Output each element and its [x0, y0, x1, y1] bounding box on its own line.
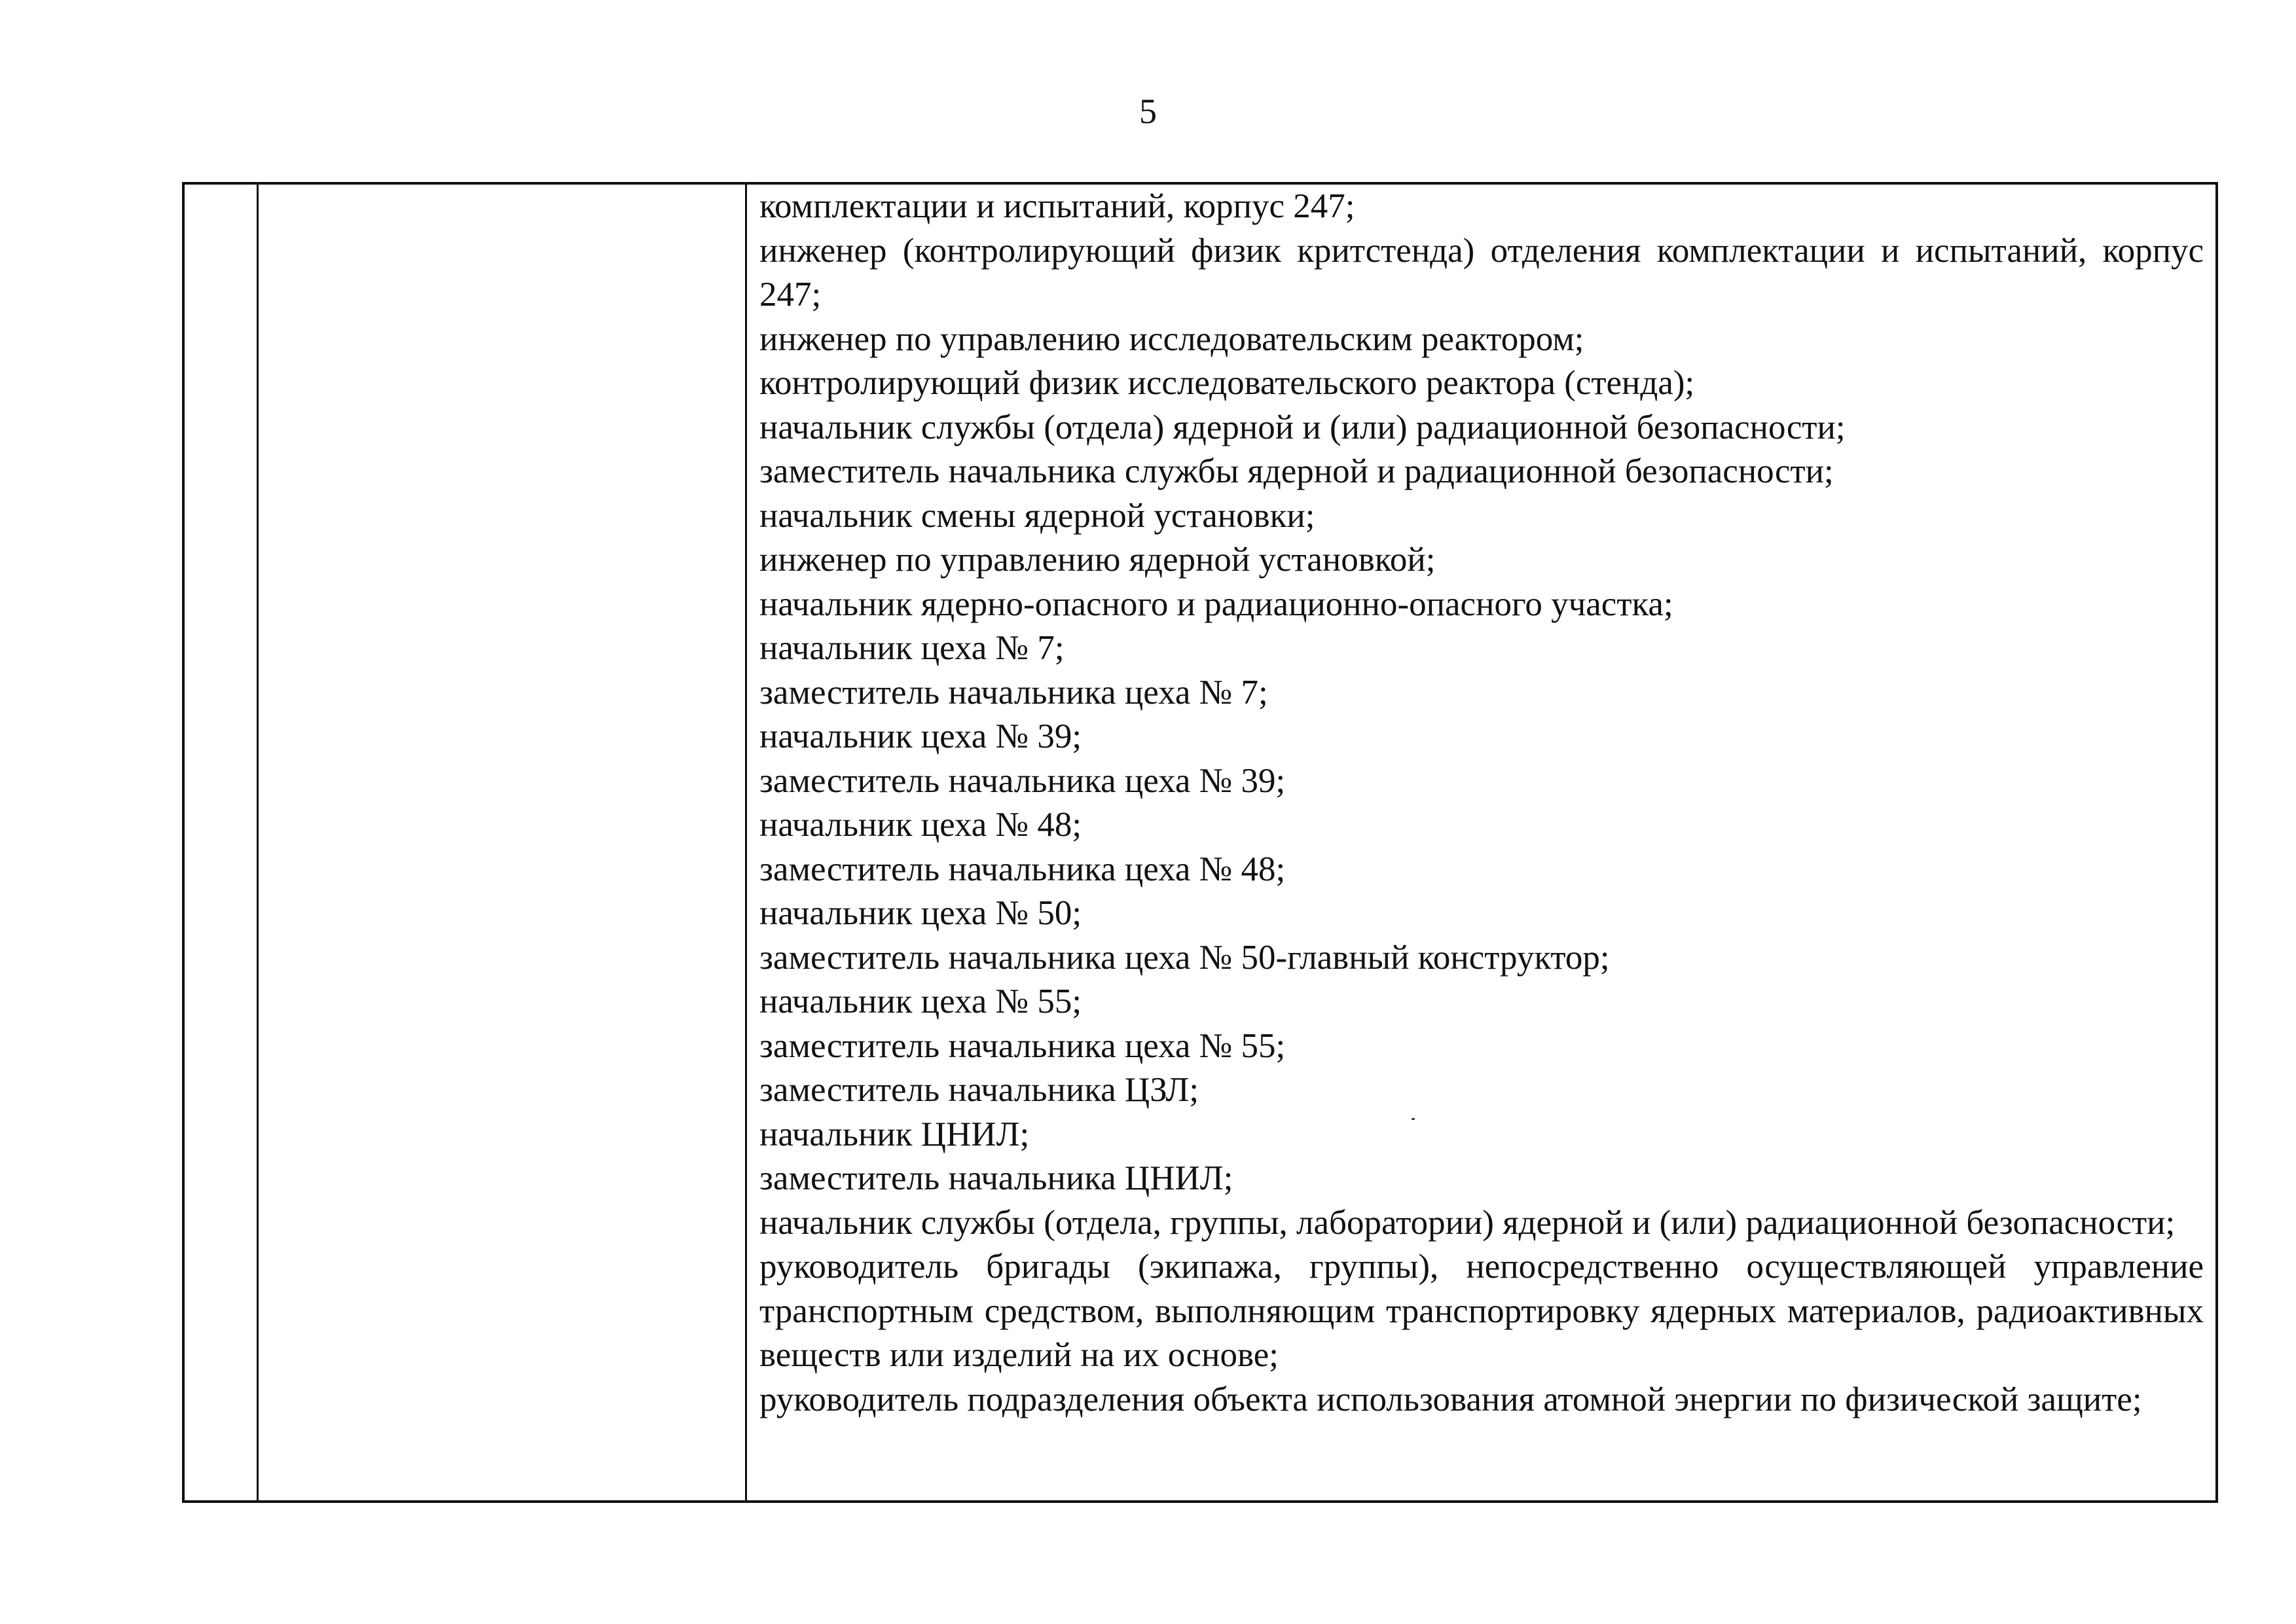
list-item: начальник службы (отдела) ядерной и (или) радиационной безопасности; [759, 408, 1846, 446]
list-item: инженер (контролирующий физик критстенда) отделения комплектации и испытаний, корпус 247; [759, 231, 2204, 314]
positions-cell [759, 185, 2204, 1500]
page-number: 5 [1139, 92, 1157, 131]
list-item: начальник цеха № 7; [759, 629, 1065, 667]
list-item: заместитель начальника цеха № 50-главный конструктор; [759, 938, 1610, 977]
list-item: начальник ядерно-опасного и радиационно-опасного участка; [759, 585, 1673, 623]
list-item: начальник цеха № 39; [759, 717, 1082, 755]
list-item: инженер по управлению ядерной установкой; [759, 541, 1436, 579]
scan-speck [1412, 1118, 1415, 1120]
column-divider-1 [257, 185, 259, 1500]
list-item: комплектации и испытаний, корпус 247; [759, 187, 1355, 225]
positions-table [182, 182, 2218, 1503]
list-item: инженер по управлению исследовательским реактором; [759, 319, 1584, 358]
list-item: заместитель начальника цеха № 48; [759, 850, 1286, 888]
list-item: начальник службы (отдела, группы, лаборатории) ядерной и (или) радиационной безопасности; [759, 1203, 2176, 1242]
list-item: заместитель начальника цеха № 55; [759, 1026, 1286, 1065]
list-item: заместитель начальника ЦЗЛ; [759, 1071, 1199, 1109]
column-divider-2 [745, 185, 747, 1500]
list-item: начальник цеха № 48; [759, 806, 1082, 844]
list-item: контролирующий физик исследовательского реактора (стенда); [759, 364, 1695, 402]
list-item: руководитель подразделения объекта использования атомной энергии по физической защите; [759, 1380, 2142, 1418]
list-item: заместитель начальника цеха № 39; [759, 761, 1286, 800]
list-item: заместитель начальника цеха № 7; [759, 673, 1268, 712]
list-item: начальник ЦНИЛ; [759, 1115, 1030, 1153]
list-item: начальник смены ядерной установки; [759, 496, 1315, 535]
list-item: руководитель бригады (экипажа, группы), непосредственно осуществляющей управление транспортным средством, выполняющим транспортировку ядерных материалов, радиоактивных веществ или изделий на их основе; [759, 1248, 2204, 1374]
list-item: заместитель начальника службы ядерной и радиационной безопасности; [759, 452, 1834, 490]
list-item: начальник цеха № 50; [759, 894, 1082, 932]
list-item: заместитель начальника ЦНИЛ; [759, 1159, 1233, 1197]
list-item: начальник цеха № 55; [759, 983, 1082, 1020]
